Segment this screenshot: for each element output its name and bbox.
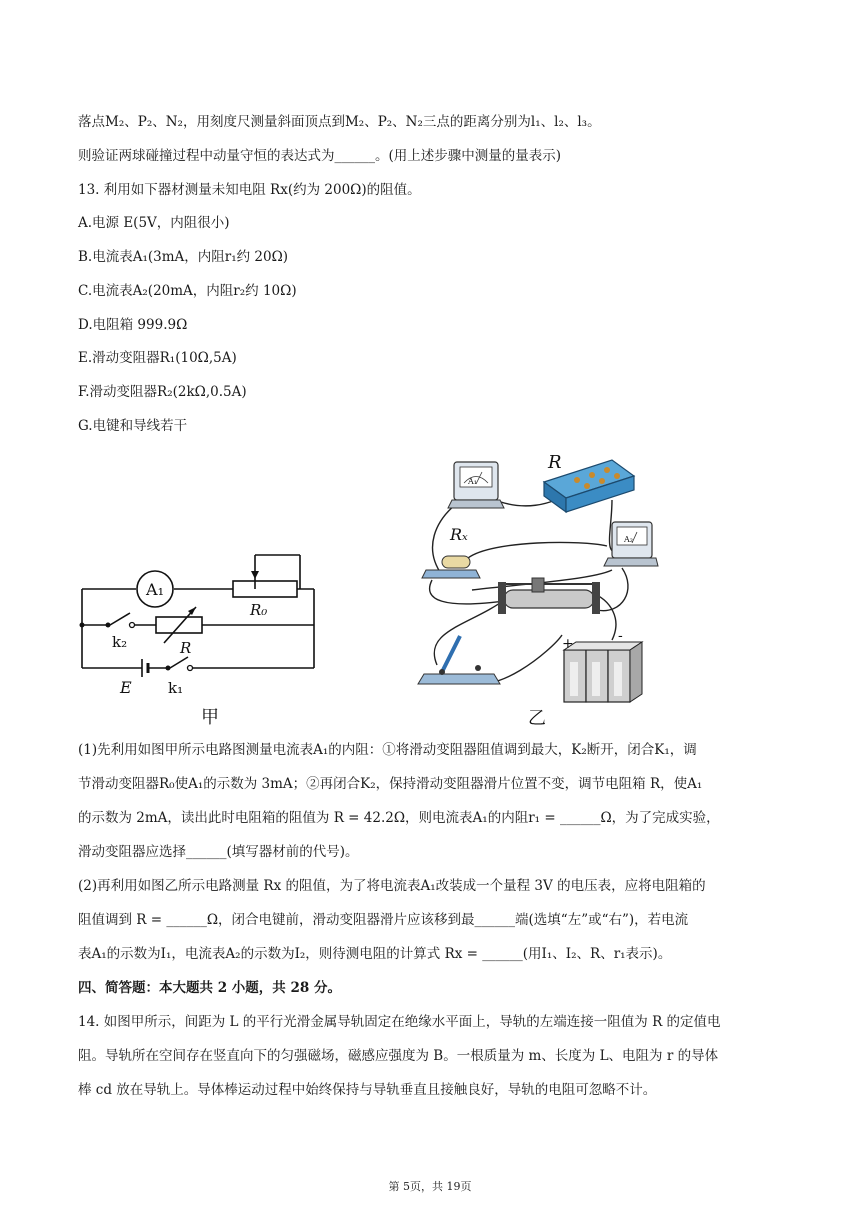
ammeter-a2-device [604,522,658,566]
resbox-label: R [548,452,562,473]
rheostat-label: R₀ [250,601,268,619]
circuit-diagram-jia [70,535,330,730]
text-line: 则验证两球碰撞过程中动量守恒的表达式为______。(用上述步骤中测量的量表示) [78,148,562,164]
question-part1-line: 的示数为 2mA，读出此时电阻箱的阻值为 R = 42.2Ω，则电流表A₁的内阻r₁ = ______Ω，为了完成实验， [78,810,720,826]
text-line: 落点M₂、P₂、N₂，用刻度尺测量斜面顶点到M₂、P₂、N₂三点的距离分别为l₁、l₂、l₃。 [78,114,601,130]
figure-caption-jia: 甲 [201,707,219,728]
source-label: E [120,678,132,697]
a2-label: A₂ [624,535,633,544]
switch-device [418,636,500,684]
problem-14-line: 阻。导轨所在空间存在竖直向下的匀强磁场，磁感应强度为 B。一根质量为 m、长度为 L、电阻为 r 的导体 [78,1048,719,1064]
resbox-label: R [180,639,192,657]
plus-label: + [562,636,574,652]
question-part2-line: 阻值调到 R = ______Ω，闭合电键前，滑动变阻器滑片应该移到最______端(选填“左”或“右”)，若电流 [78,912,689,928]
problem-14-line: 棒 cd 放在导轨上。导体棒运动过程中始终保持与导轨垂直且接触良好，导轨的电阻可忽略不计。 [78,1082,657,1098]
option-b: B.电流表A₁(3mA，内阻r₁约 20Ω) [78,249,289,265]
question-part1-line: 滑动变阻器应选择______(填写器材前的代号)。 [78,844,359,860]
question-part2-line: 表A₁的示数为I₁，电流表A₂的示数为I₂，则待测电阻的计算式 Rx = ______(用I₁、I₂、R、r₁表示)。 [78,946,672,962]
k1-label: k₁ [168,679,184,697]
k2-label: k₂ [112,633,128,651]
battery-pack-device [562,628,642,702]
slide-rheostat-device [498,578,600,614]
option-c: C.电流表A₂(20mA，内阻r₂约 10Ω) [78,283,297,299]
circuit-illustration-yi [412,450,662,730]
rx-resistor-device [422,525,480,578]
question-part2-line: (2)再利用如图乙所示电路测量 Rx 的阻值，为了将电流表A₁改装成一个量程 3V 的电压表，应将电阻箱的 [78,878,706,894]
option-d: D.电阻箱 999.9Ω [78,317,188,333]
option-g: G.电键和导线若干 [78,418,188,434]
section-heading: 四、简答题：本大题共 2 小题，共 28 分。 [78,980,341,996]
option-e: E.滑动变阻器R₁(10Ω,5A) [78,350,237,366]
option-f: F.滑动变阻器R₂(2kΩ,0.5A) [78,384,247,400]
question-part1-line: (1)先利用如图甲所示电路图测量电流表A₁的内阻：①将滑动变阻器阻值调到最大，K₂断开，闭合K₁，调 [78,742,697,758]
problem-14-line: 14. 如图甲所示，间距为 L 的平行光滑金属导轨固定在绝缘水平面上，导轨的左端连接一阻值为 R 的定值电 [78,1014,721,1030]
question-part1-line: 节滑动变阻器R₀使A₁的示数为 3mA；②再闭合K₂，保持滑动变阻器滑片位置不变，调节电阻箱 R，使A₁ [78,776,703,792]
question-13-title: 13. 利用如下器材测量未知电阻 Rx(约为 200Ω)的阻值。 [78,182,421,198]
figure-caption-yi: 乙 [528,708,546,729]
resistance-box-device [544,452,634,512]
slider-arrow-icon [251,571,259,579]
ammeter-a1-device [448,462,504,508]
page-footer: 第 5页，共 19页 [388,1180,472,1193]
rx-label: Rₓ [450,525,468,544]
minus-label: - [618,628,623,644]
ammeter-label: A₁ [146,580,164,599]
option-a: A.电源 E(5V，内阻很小) [78,215,230,231]
a1-label: A₁ [468,477,477,486]
